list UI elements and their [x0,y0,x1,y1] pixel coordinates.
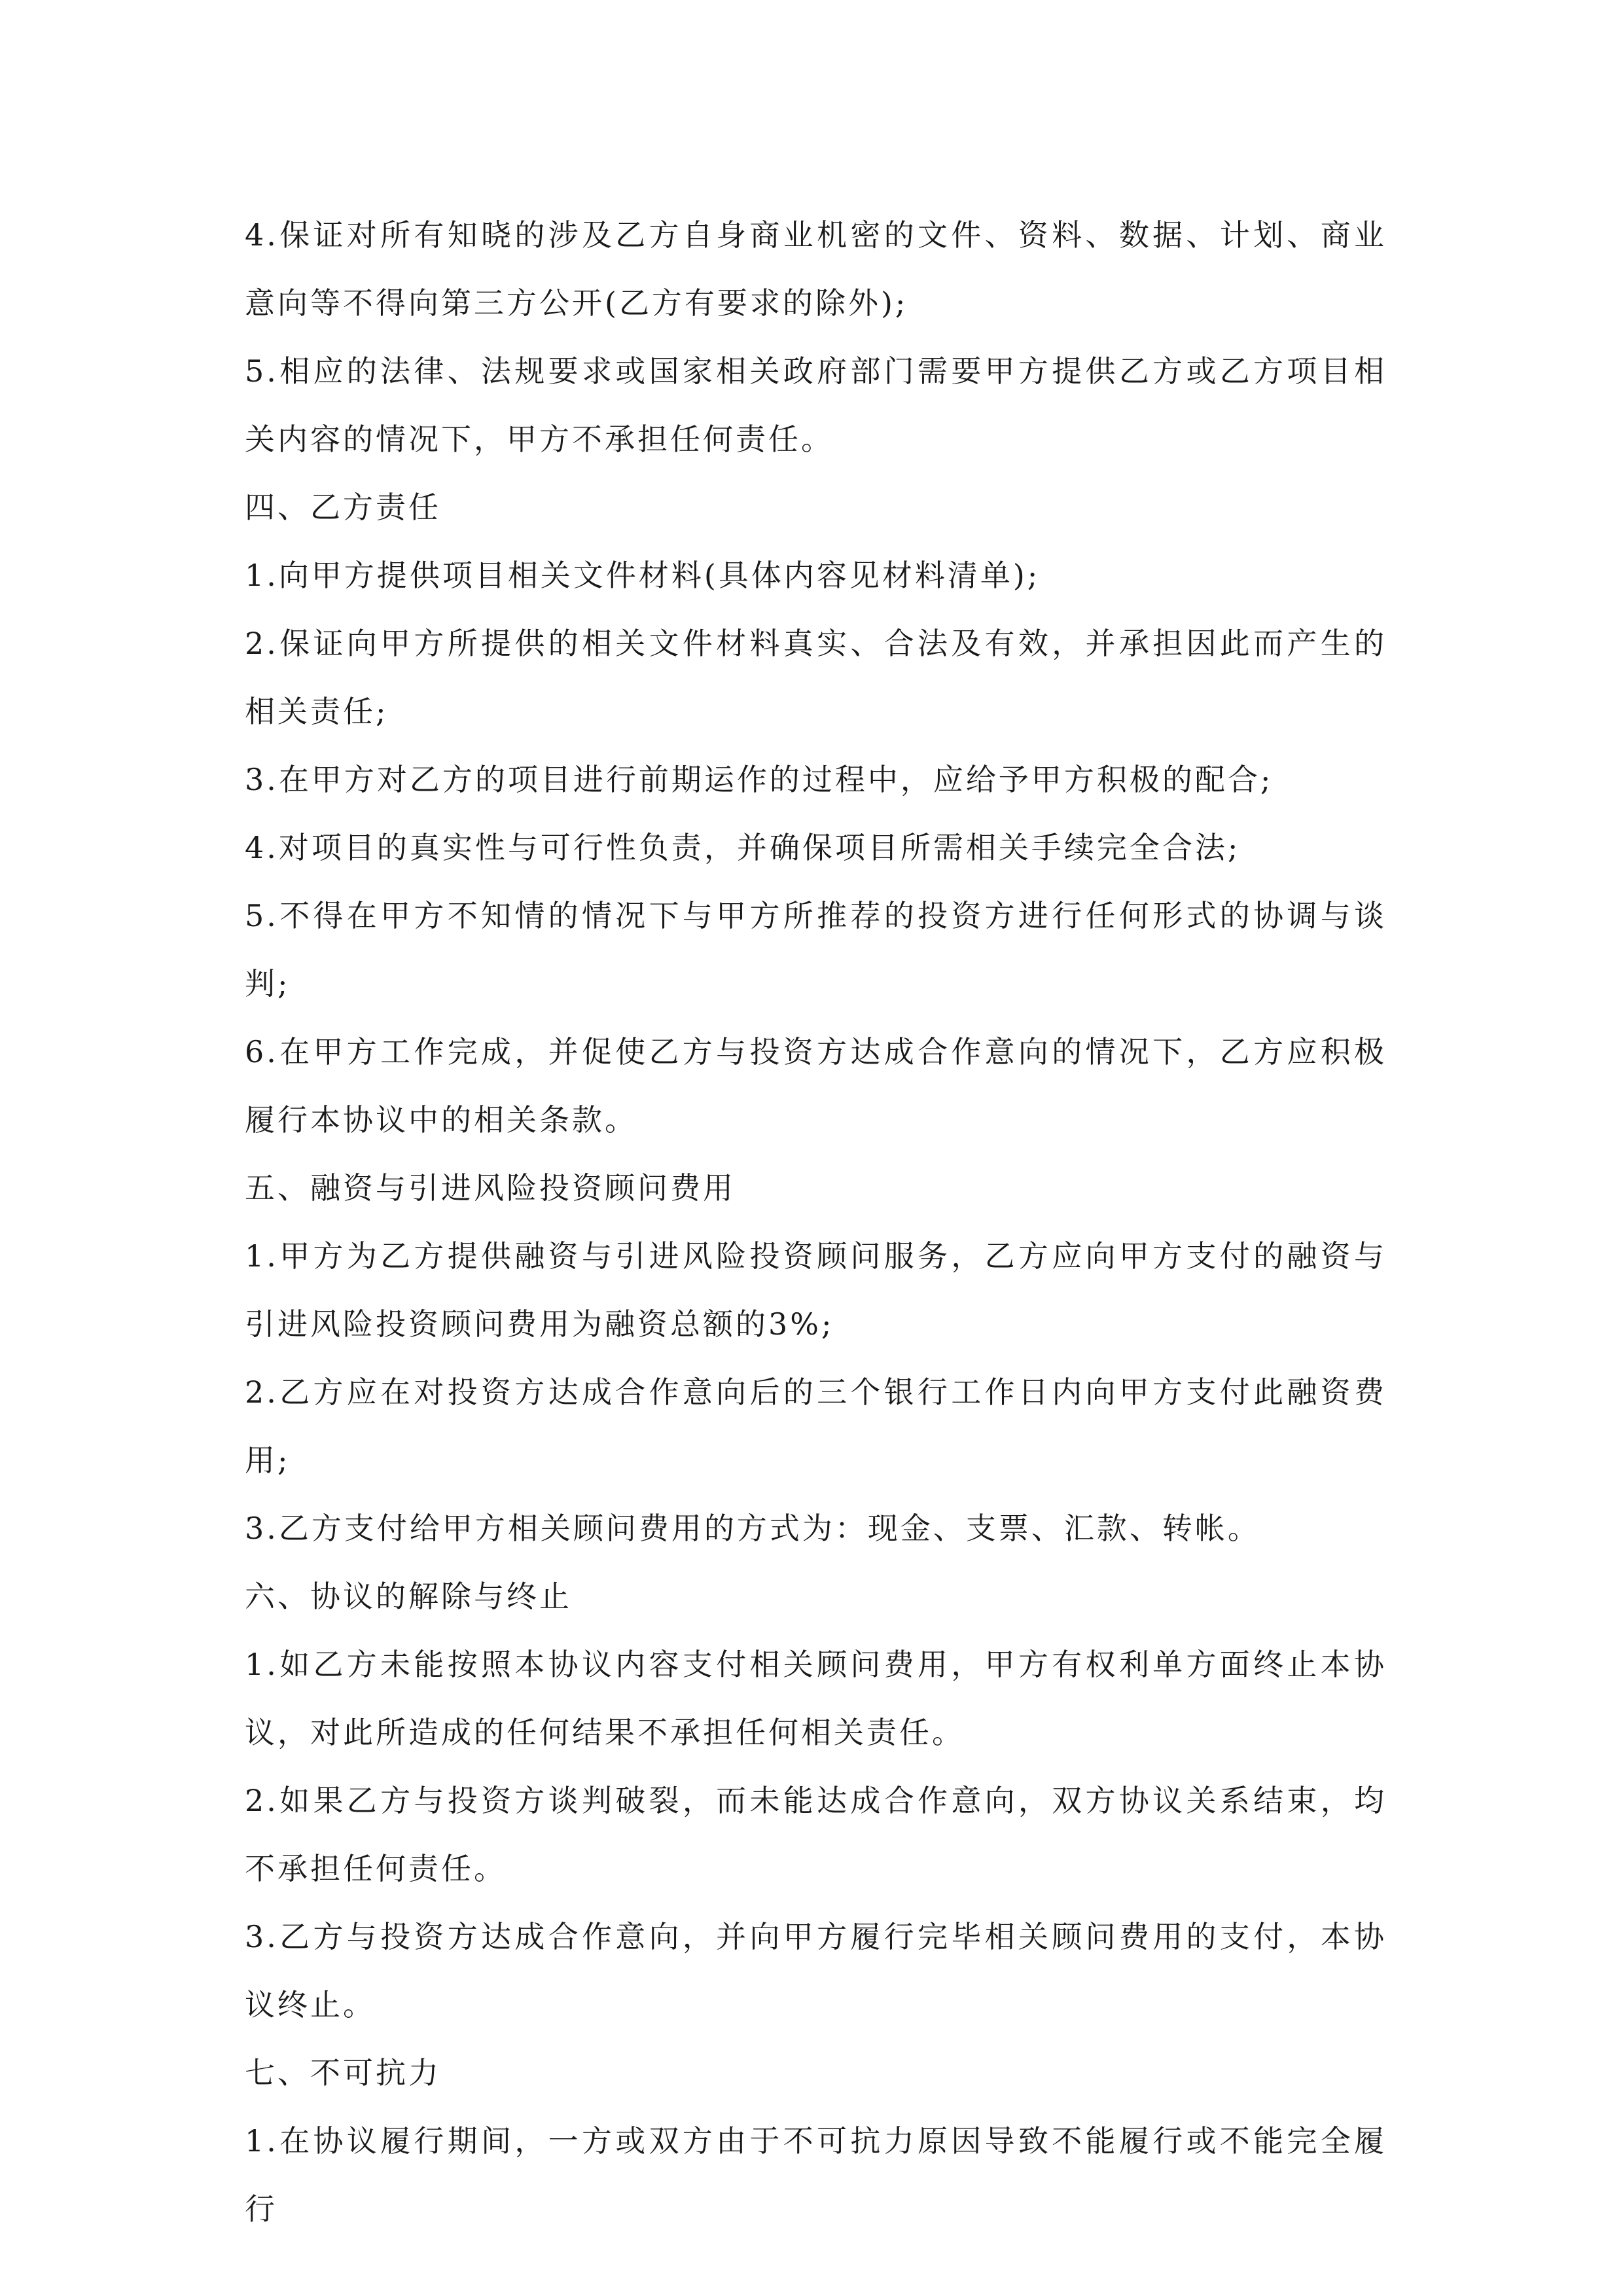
clause-5-legal-disclosure: 5.相应的法律、法规要求或国家相关政府部门需要甲方提供乙方或乙方项目相关内容的情况下，甲方不承担任何责任。 [245,353,1387,457]
section-heading-advisory-fees: 五、融资与引进风险投资顾问费用 [245,1170,736,1206]
clause-1-termination-nonpayment: 1.如乙方未能按照本协议内容支付相关顾问费用，甲方有权利单方面终止本协议，对此所造成的任何结果不承担任何相关责任。 [245,1647,1387,1750]
clause-1-force-majeure: 1.在协议履行期间，一方或双方由于不可抗力原因导致不能履行或不能完全履行 [245,2123,1387,2227]
clause-4-project-feasibility: 4.对项目的真实性与可行性负责，并确保项目所需相关手续完全合法; [245,830,1241,865]
section-heading-termination: 六、协议的解除与终止 [245,1579,572,1614]
clause-4-confidentiality: 4.保证对所有知晓的涉及乙方自身商业机密的文件、资料、数据、计划、商业意向等不得向第三方公开(乙方有要求的除外); [245,217,1387,321]
clause-3-cooperation: 3.在甲方对乙方的项目进行前期运作的过程中，应给予甲方积极的配合; [245,762,1274,797]
clause-1-provide-materials: 1.向甲方提供项目相关文件材料(具体内容见材料清单); [245,558,1041,593]
clause-2-guarantee-authenticity: 2.保证向甲方所提供的相关文件材料真实、合法及有效，并承担因此而产生的相关责任; [245,626,1387,729]
clause-3-payment-methods: 3.乙方支付给甲方相关顾问费用的方式为：现金、支票、汇款、转帐。 [245,1511,1260,1546]
section-heading-force-majeure: 七、不可抗力 [245,2055,441,2090]
section-heading-party-b-responsibility: 四、乙方责任 [245,490,441,525]
clause-3-termination-completion: 3.乙方与投资方达成合作意向，并向甲方履行完毕相关顾问费用的支付，本协议终止。 [245,1919,1387,2022]
clause-2-payment-deadline: 2.乙方应在对投资方达成合作意向后的三个银行工作日内向甲方支付此融资费用; [245,1374,1387,1478]
clause-1-fee-rate: 1.甲方为乙方提供融资与引进风险投资顾问服务，乙方应向甲方支付的融资与引进风险投资顾问费用为融资总额的3%; [245,1238,1387,1342]
document-body [245,201,1387,2243]
clause-5-no-private-negotiation: 5.不得在甲方不知情的情况下与甲方所推荐的投资方进行任何形式的协调与谈判; [245,898,1387,1001]
clause-2-termination-failed-negotiation: 2.如果乙方与投资方谈判破裂，而未能达成合作意向，双方协议关系结束，均不承担任何责任。 [245,1783,1387,1886]
clause-6-fulfill-terms: 6.在甲方工作完成，并促使乙方与投资方达成合作意向的情况下，乙方应积极履行本协议中的相关条款。 [245,1034,1387,1138]
